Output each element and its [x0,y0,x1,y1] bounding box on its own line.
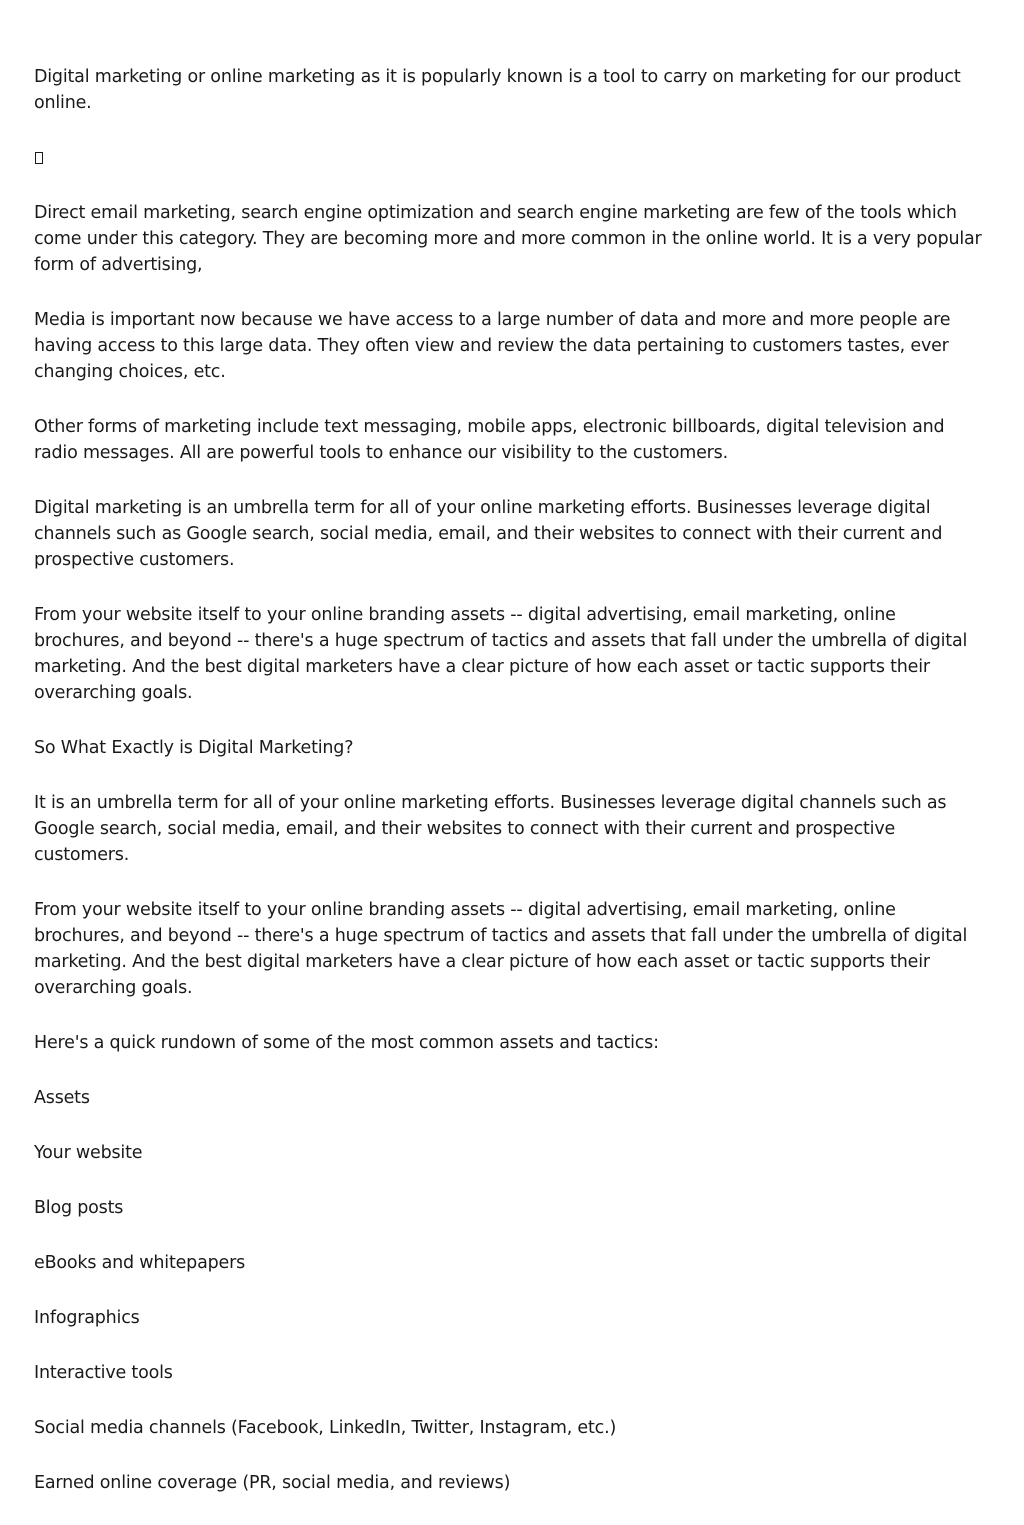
list-item-social-media-channels: Social media channels (Facebook, LinkedIn, Twitter, Instagram, etc.) [34,1418,617,1438]
heading-what-is-digital-marketing: So What Exactly is Digital Marketing? [34,738,354,758]
heading-assets: Assets [34,1088,90,1108]
paragraph-media: Media is important now because we have access to a large number of data and more and more people are having access to this large data. They often view and review the data pertaining to customers tastes, ever changing choices, etc. [34,310,951,382]
paragraph-umbrella-term: Digital marketing is an umbrella term for all of your online marketing efforts. Businesses leverage digital channels such as Google search, social media, email, and their websites to connect with their current and prospective customers. [34,498,943,570]
document-body [34,64,990,1525]
paragraph-branding-assets-2: From your website itself to your online branding assets -- digital advertising, email marketing, online brochures, and beyond -- there's a huge spectrum of tactics and assets that fall under the umbrella of digital marketing. And the best digital marketers have a clear picture of how each asset or tactic supports their overarching goals. [34,900,968,998]
paragraph-intro: Digital marketing or online marketing as it is popularly known is a tool to carry on marketing for our product online. [34,67,961,113]
paragraph-email-seo: Direct email marketing, search engine optimization and search engine marketing are few of the tools which come under this category. They are becoming more and more common in the online world. It is a very popular form of advertising, [34,203,982,275]
list-item-ebooks: eBooks and whitepapers [34,1253,246,1273]
missing-glyph-line [34,145,990,171]
missing-glyph-icon [35,152,43,164]
list-item-website: Your website [34,1143,143,1163]
list-item-interactive-tools: Interactive tools [34,1363,173,1383]
list-item-blog-posts: Blog posts [34,1198,124,1218]
paragraph-branding-assets: From your website itself to your online branding assets -- digital advertising, email marketing, online brochures, and beyond -- there's a huge spectrum of tactics and assets that fall under the umbrella of digital marketing. And the best digital marketers have a clear picture of how each asset or tactic supports their overarching goals. [34,605,968,703]
paragraph-other-forms: Other forms of marketing include text messaging, mobile apps, electronic billboards, digital television and radio messages. All are powerful tools to enhance our visibility to the customers. [34,417,945,463]
list-item-infographics: Infographics [34,1308,140,1328]
paragraph-umbrella-term-2: It is an umbrella term for all of your online marketing efforts. Businesses leverage digital channels such as Google search, social media, email, and their websites to connect with their current and prospective customers. [34,793,947,865]
list-item-earned-coverage: Earned online coverage (PR, social media, and reviews) [34,1473,511,1493]
paragraph-rundown-intro: Here's a quick rundown of some of the most common assets and tactics: [34,1033,659,1053]
